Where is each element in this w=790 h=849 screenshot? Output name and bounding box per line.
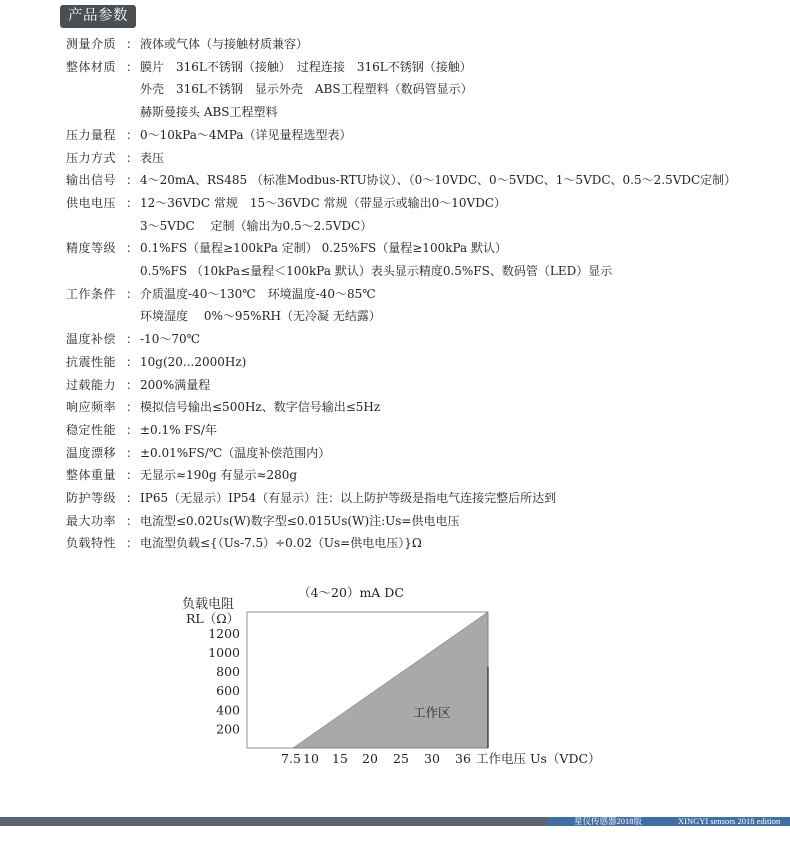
x-tick-label: 15	[332, 751, 348, 766]
y-tick-label: 1200	[208, 625, 240, 641]
x-tick-label: 10	[303, 751, 319, 766]
param-colon: ：	[126, 151, 139, 165]
param-key: 最大功率	[66, 514, 117, 528]
y-tick-label: 1000	[208, 645, 240, 661]
param-value: 200%满量程	[140, 378, 211, 392]
param-value: ±0.1% FS/年	[140, 423, 217, 437]
param-key: 整体重量	[66, 468, 117, 482]
param-value: 膜片 316L不锈钢（接触） 过程连接 316L不锈钢（接触）	[140, 60, 472, 74]
param-key: 输出信号	[66, 173, 117, 187]
param-colon: ：	[126, 423, 139, 437]
y-tick-label: 800	[216, 664, 240, 680]
param-colon: ：	[126, 400, 139, 414]
chart-title: （4～20）mA DC	[298, 585, 404, 600]
param-value: 12～36VDC 常规 15～36VDC 常规（带显示或输出0～10VDC）	[140, 196, 507, 210]
chart-svg	[0, 575, 790, 775]
param-value: 电流型≤0.02Us(W)数字型≤0.015Us(W)注:Us=供电电压	[140, 514, 460, 528]
param-colon: ：	[126, 241, 139, 255]
y-tick-label: 400	[216, 702, 240, 718]
param-key: 压力量程	[66, 128, 117, 142]
param-colon: ：	[126, 173, 139, 187]
param-colon: ：	[126, 468, 139, 482]
param-value: 电流型负载≤{（Us-7.5）÷0.02（Us=供电电压）}Ω	[140, 536, 422, 550]
param-value: 10g(20...2000Hz)	[140, 355, 247, 369]
load-characteristic-chart	[0, 575, 790, 775]
x-tick-label: 7.5	[281, 751, 301, 766]
y-axis-unit: RL（Ω）	[186, 611, 240, 626]
param-colon: ：	[126, 355, 139, 369]
param-value: ±0.01%FS/℃（温度补偿范围内）	[140, 446, 331, 460]
x-tick-label: 36	[455, 751, 471, 766]
param-key: 整体材质	[66, 60, 117, 74]
param-value: 4～20mA、RS485 （标准Modbus-RTU协议）、（0～10VDC、0～5VDC、1～5VDC、0.5～2.5VDC定制）	[140, 173, 737, 187]
param-value-continued: 环境湿度 0%～95%RH（无冷凝 无结露）	[140, 309, 381, 323]
y-axis-label: 负载电阻	[182, 597, 235, 612]
x-tick-label: 25	[393, 751, 409, 766]
param-value-continued: 0.5%FS （10kPa≤量程＜100kPa 默认）表头显示精度0.5%FS、数码管（LED）显示	[140, 264, 613, 278]
footer-left-text: 星仪传感器2018版	[574, 816, 643, 826]
param-colon: ：	[126, 332, 139, 346]
param-value-continued: 外壳 316L不锈钢 显示外壳 ABS工程塑料（数码管显示）	[140, 82, 473, 96]
x-tick-label: 20	[362, 751, 378, 766]
param-colon: ：	[126, 446, 139, 460]
x-axis-label: 工作电压 Us（VDC）	[476, 751, 601, 766]
param-value: -10～70℃	[140, 332, 201, 346]
param-colon: ：	[126, 37, 139, 51]
param-key: 温度漂移	[66, 446, 117, 460]
param-colon: ：	[126, 514, 139, 528]
param-colon: ：	[126, 536, 139, 550]
param-value: 模拟信号输出≤500Hz、数字信号输出≤5Hz	[140, 400, 381, 414]
param-key: 温度补偿	[66, 332, 117, 346]
param-value: 表压	[140, 151, 165, 165]
param-key: 精度等级	[66, 241, 117, 255]
param-colon: ：	[126, 378, 139, 392]
param-key: 防护等级	[66, 491, 117, 505]
param-key: 响应频率	[66, 400, 117, 414]
param-key: 供电电压	[66, 196, 117, 210]
y-tick-label: 200	[216, 721, 240, 737]
param-key: 测量介质	[66, 37, 117, 51]
working-area	[293, 612, 488, 748]
param-value: 无显示≈190g 有显示≈280g	[140, 468, 298, 482]
x-tick-label: 30	[424, 751, 440, 766]
param-key: 过载能力	[66, 378, 117, 392]
param-value-continued: 赫斯曼接头 ABS工程塑料	[140, 105, 278, 119]
param-colon: ：	[126, 287, 139, 301]
param-colon: ：	[126, 491, 139, 505]
region-label: 工作区	[413, 705, 451, 720]
param-colon: ：	[126, 128, 139, 142]
y-tick-label: 600	[216, 683, 240, 699]
param-colon: ：	[126, 196, 139, 210]
param-value: 液体或气体（与接触材质兼容）	[140, 37, 309, 51]
param-colon: ：	[126, 60, 139, 74]
param-key: 压力方式	[66, 151, 117, 165]
param-key: 稳定性能	[66, 423, 117, 437]
param-value: 0～10kPa～4MPa（详见量程选型表）	[140, 128, 352, 142]
param-key: 抗震性能	[66, 355, 117, 369]
param-key: 工作条件	[66, 287, 117, 301]
param-value: 介质温度-40～130℃ 环境温度-40～85℃	[140, 287, 376, 301]
param-value: 0.1%FS（量程≥100kPa 定制） 0.25%FS（量程≥100kPa 默认）	[140, 241, 507, 255]
section-title: 产品参数	[60, 5, 136, 28]
footer-right-text: XINGYI sensors 2018 edition	[678, 816, 781, 826]
param-value: IP65（无显示）IP54（有显示）注：以上防护等级是指电气连接完整后所达到	[140, 491, 557, 505]
param-key: 负载特性	[66, 536, 117, 550]
param-value-continued: 3～5VDC 定制（输出为0.5～2.5VDC）	[140, 219, 373, 233]
